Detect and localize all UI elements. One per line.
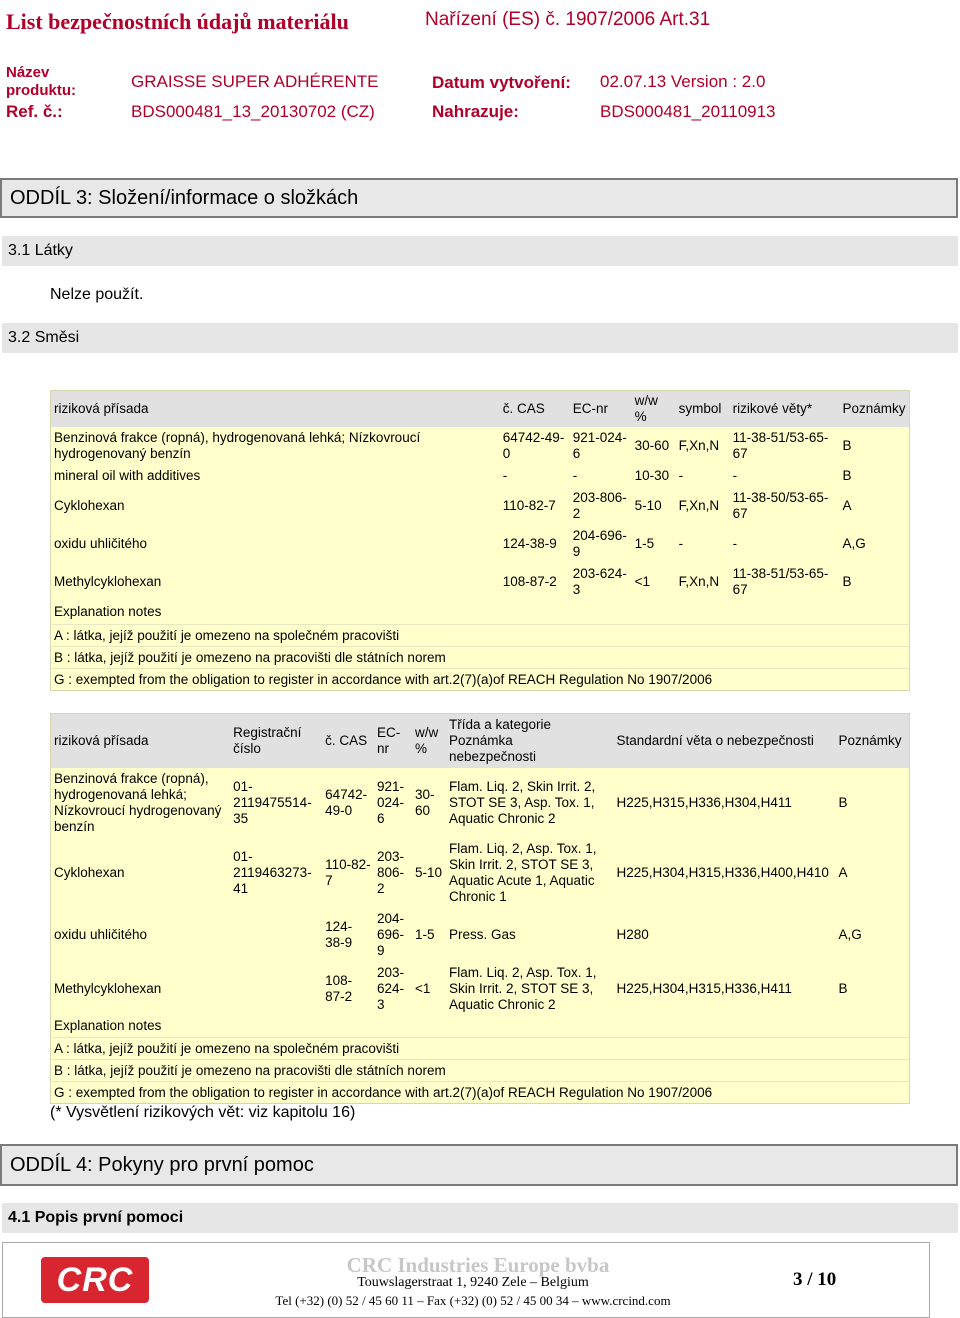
notes: B bbox=[839, 427, 909, 465]
risk-phrases-note: (* Vysvětlení rizikových vět: viz kapitolu 16) bbox=[50, 1104, 356, 1121]
registration-number: 01-2119463273-41 bbox=[230, 838, 322, 908]
company-contact: Tel (+32) (0) 52 / 45 60 11 – Fax (+32) (0) 52 / 45 00 34 – www.crcind.com bbox=[275, 1293, 671, 1308]
ww-percent: <1 bbox=[412, 962, 446, 1016]
table-header-row bbox=[51, 391, 910, 427]
ref-value: BDS000481_13_20130702 (CZ) bbox=[131, 102, 375, 121]
ec-number: 203-806-2 bbox=[374, 838, 412, 908]
note-row bbox=[51, 669, 910, 691]
hazard-class: Flam. Liq. 2, Skin Irrit. 2, STOT SE 3, Asp. Tox. 1, Aquatic Chronic 2 bbox=[446, 768, 614, 838]
hazard-statements: H280 bbox=[614, 908, 836, 962]
note-g: G : exempted from the obligation to register in accordance with art.2(7)(a)of REACH Regulation No 1907/2006 bbox=[51, 669, 910, 691]
cas-number: 64742-49-0 bbox=[322, 768, 374, 838]
notes: A bbox=[835, 838, 909, 908]
cas-number: - bbox=[500, 465, 570, 487]
cas-number: 64742-49-0 bbox=[500, 427, 570, 465]
col-hazard-class-line1: Třída a kategorie bbox=[448, 716, 552, 732]
notes-title: Explanation notes bbox=[51, 601, 910, 625]
table-row bbox=[51, 465, 910, 487]
regulation-reference: Nařízení (ES) č. 1907/2006 Art.31 bbox=[425, 9, 711, 30]
symbol: F,Xn,N bbox=[676, 427, 730, 465]
col-symbol: symbol bbox=[676, 391, 730, 427]
ec-number: 203-806-2 bbox=[570, 487, 632, 525]
table-row bbox=[51, 768, 910, 838]
note-a: A : látka, jejíž použití je omezeno na společném pracovišti bbox=[51, 625, 910, 647]
note-b: B : látka, jejíž použití je omezeno na pracovišti dle státních norem bbox=[51, 647, 910, 669]
created-label: Datum vytvoření: bbox=[432, 73, 571, 92]
table-row bbox=[51, 908, 910, 962]
col-hazard-class-line3: nebezpečnosti bbox=[448, 748, 537, 764]
table-header-row bbox=[51, 714, 910, 768]
notes: B bbox=[835, 768, 909, 838]
registration-number: 01-2119475514-35 bbox=[230, 768, 322, 838]
composition-table-1 bbox=[50, 390, 910, 691]
notes-title-row bbox=[51, 601, 910, 625]
document-title: List bezpečnostních údajů materiálu bbox=[6, 9, 349, 34]
cas-number: 110-82-7 bbox=[500, 487, 570, 525]
ingredient-name: oxidu uhličitého bbox=[51, 525, 500, 563]
col-ww: w/w % bbox=[632, 391, 676, 427]
note-a: A : látka, jejíž použití je omezeno na společném pracovišti bbox=[51, 1038, 910, 1060]
ingredient-name: Cyklohexan bbox=[51, 838, 231, 908]
table-row bbox=[51, 962, 910, 1016]
subsection-3-1-title: 3.1 Látky bbox=[8, 242, 73, 259]
ww-percent: 1-5 bbox=[632, 525, 676, 563]
col-hazard-statement: Standardní věta o nebezpečnosti bbox=[614, 714, 836, 768]
notes: A,G bbox=[835, 908, 909, 962]
note-row bbox=[51, 1082, 910, 1104]
ingredient-name: Benzinová frakce (ropná), hydrogenovaná lehká; Nízkovroucí hydrogenovaný benzín bbox=[51, 427, 500, 465]
table-row bbox=[51, 563, 910, 601]
note-g: G : exempted from the obligation to register in accordance with art.2(7)(a)of REACH Regulation No 1907/2006 bbox=[51, 1082, 910, 1104]
col-notes: Poznámky bbox=[835, 714, 909, 768]
ww-percent: 10-30 bbox=[632, 465, 676, 487]
note-b: B : látka, jejíž použití je omezeno na pracovišti dle státních norem bbox=[51, 1060, 910, 1082]
ingredient-name: Benzinová frakce (ropná), hydrogenovaná lehká; Nízkovroucí hydrogenovaný benzín bbox=[51, 768, 231, 838]
ingredient-name: Methylcyklohexan bbox=[51, 962, 231, 1016]
hazard-statements: H225,H304,H315,H336,H400,H410 bbox=[614, 838, 836, 908]
ww-percent: 30-60 bbox=[412, 768, 446, 838]
col-ingredient: riziková přísada bbox=[51, 391, 500, 427]
col-ingredient: riziková přísada bbox=[51, 714, 231, 768]
ec-number: 204-696-9 bbox=[570, 525, 632, 563]
company-address: Touwslagerstraat 1, 9240 Zele – Belgium bbox=[357, 1275, 589, 1290]
subsection-4-1-title: 4.1 Popis první pomoci bbox=[8, 1209, 184, 1226]
ww-percent: 1-5 bbox=[412, 908, 446, 962]
symbol: F,Xn,N bbox=[676, 563, 730, 601]
table-row bbox=[51, 487, 910, 525]
crc-logo bbox=[41, 1257, 149, 1303]
symbol: - bbox=[676, 465, 730, 487]
ec-number: 921-024-6 bbox=[374, 768, 412, 838]
ww-percent: <1 bbox=[632, 563, 676, 601]
replaces-value: BDS000481_20110913 bbox=[600, 102, 776, 121]
ingredient-name: mineral oil with additives bbox=[51, 465, 500, 487]
subsection-3-2-bar bbox=[2, 323, 958, 353]
hazard-statements: H225,H304,H315,H336,H411 bbox=[614, 962, 836, 1016]
notes-title: Explanation notes bbox=[51, 1016, 910, 1038]
col-ec: EC-nr bbox=[374, 714, 412, 768]
notes-title-row bbox=[51, 1016, 910, 1038]
col-hazard-class bbox=[446, 714, 614, 768]
note-row bbox=[51, 647, 910, 669]
col-ec: EC-nr bbox=[570, 391, 632, 427]
cas-number: 108-87-2 bbox=[322, 962, 374, 1016]
page-footer bbox=[2, 1242, 930, 1318]
col-cas: č. CAS bbox=[322, 714, 374, 768]
notes: B bbox=[839, 465, 909, 487]
risk-phrases: 11-38-50/53-65-67 bbox=[730, 487, 840, 525]
product-label-2: produktu: bbox=[6, 82, 76, 99]
hazard-class: Press. Gas bbox=[446, 908, 614, 962]
product-label: Název bbox=[6, 64, 50, 81]
symbol: - bbox=[676, 525, 730, 563]
col-hazard-class-line2: Poznámka bbox=[448, 732, 513, 748]
cas-number: 110-82-7 bbox=[322, 838, 374, 908]
company-name: CRC Industries Europe bvba bbox=[346, 1253, 610, 1277]
hazard-statements: H225,H315,H336,H304,H411 bbox=[614, 768, 836, 838]
risk-phrases: 11-38-51/53-65-67 bbox=[730, 427, 840, 465]
col-notes: Poznámky bbox=[839, 391, 909, 427]
risk-phrases: - bbox=[730, 525, 840, 563]
section-3-title: ODDÍL 3: Složení/informace o složkách bbox=[0, 178, 958, 218]
subsection-3-2-title: 3.2 Směsi bbox=[8, 329, 80, 346]
subsection-3-1-text: Nelze použít. bbox=[50, 286, 144, 303]
risk-phrases: 11-38-51/53-65-67 bbox=[730, 563, 840, 601]
cas-number: 124-38-9 bbox=[322, 908, 374, 962]
notes: B bbox=[835, 962, 909, 1016]
ingredient-name: Methylcyklohexan bbox=[51, 563, 500, 601]
risk-phrases: - bbox=[730, 465, 840, 487]
replaces-label: Nahrazuje: bbox=[432, 102, 519, 121]
hazard-class: Flam. Liq. 2, Asp. Tox. 1, Skin Irrit. 2, STOT SE 3, Aquatic Chronic 2 bbox=[446, 962, 614, 1016]
ingredient-name: Cyklohexan bbox=[51, 487, 500, 525]
subsection-4-1-bar bbox=[2, 1203, 958, 1233]
hazard-class: Flam. Liq. 2, Asp. Tox. 1, Skin Irrit. 2, STOT SE 3, Aquatic Acute 1, Aquatic Chronic 1 bbox=[446, 838, 614, 908]
cas-number: 124-38-9 bbox=[500, 525, 570, 563]
crc-logo-text: CRC bbox=[56, 1261, 134, 1299]
table-row bbox=[51, 427, 910, 465]
col-ww: w/w % bbox=[412, 714, 446, 768]
notes: A,G bbox=[839, 525, 909, 563]
notes: A bbox=[839, 487, 909, 525]
ec-number: 203-624-3 bbox=[374, 962, 412, 1016]
table-row bbox=[51, 525, 910, 563]
table-row bbox=[51, 838, 910, 908]
col-risk: rizikové věty* bbox=[730, 391, 840, 427]
notes: B bbox=[839, 563, 909, 601]
cas-number: 108-87-2 bbox=[500, 563, 570, 601]
ec-number: 203-624-3 bbox=[570, 563, 632, 601]
subsection-3-1-bar bbox=[2, 236, 958, 266]
note-row bbox=[51, 1038, 910, 1060]
ww-percent: 30-60 bbox=[632, 427, 676, 465]
registration-number bbox=[230, 962, 322, 1016]
ingredient-name: oxidu uhličitého bbox=[51, 908, 231, 962]
ec-number: 204-696-9 bbox=[374, 908, 412, 962]
ww-percent: 5-10 bbox=[412, 838, 446, 908]
registration-number bbox=[230, 908, 322, 962]
ref-label: Ref. č.: bbox=[6, 102, 63, 121]
page-number: 3 / 10 bbox=[793, 1269, 837, 1290]
ww-percent: 5-10 bbox=[632, 487, 676, 525]
note-row bbox=[51, 1060, 910, 1082]
composition-table-2 bbox=[50, 713, 910, 1104]
ec-number: 921-024-6 bbox=[570, 427, 632, 465]
product-name: GRAISSE SUPER ADHÉRENTE bbox=[131, 72, 379, 91]
created-value: 02.07.13 Version : 2.0 bbox=[600, 72, 766, 91]
section-4-title: ODDÍL 4: Pokyny pro první pomoc bbox=[0, 1144, 958, 1186]
col-cas: č. CAS bbox=[500, 391, 570, 427]
col-registration: Registrační číslo bbox=[230, 714, 322, 768]
ec-number: - bbox=[570, 465, 632, 487]
symbol: F,Xn,N bbox=[676, 487, 730, 525]
note-row bbox=[51, 625, 910, 647]
